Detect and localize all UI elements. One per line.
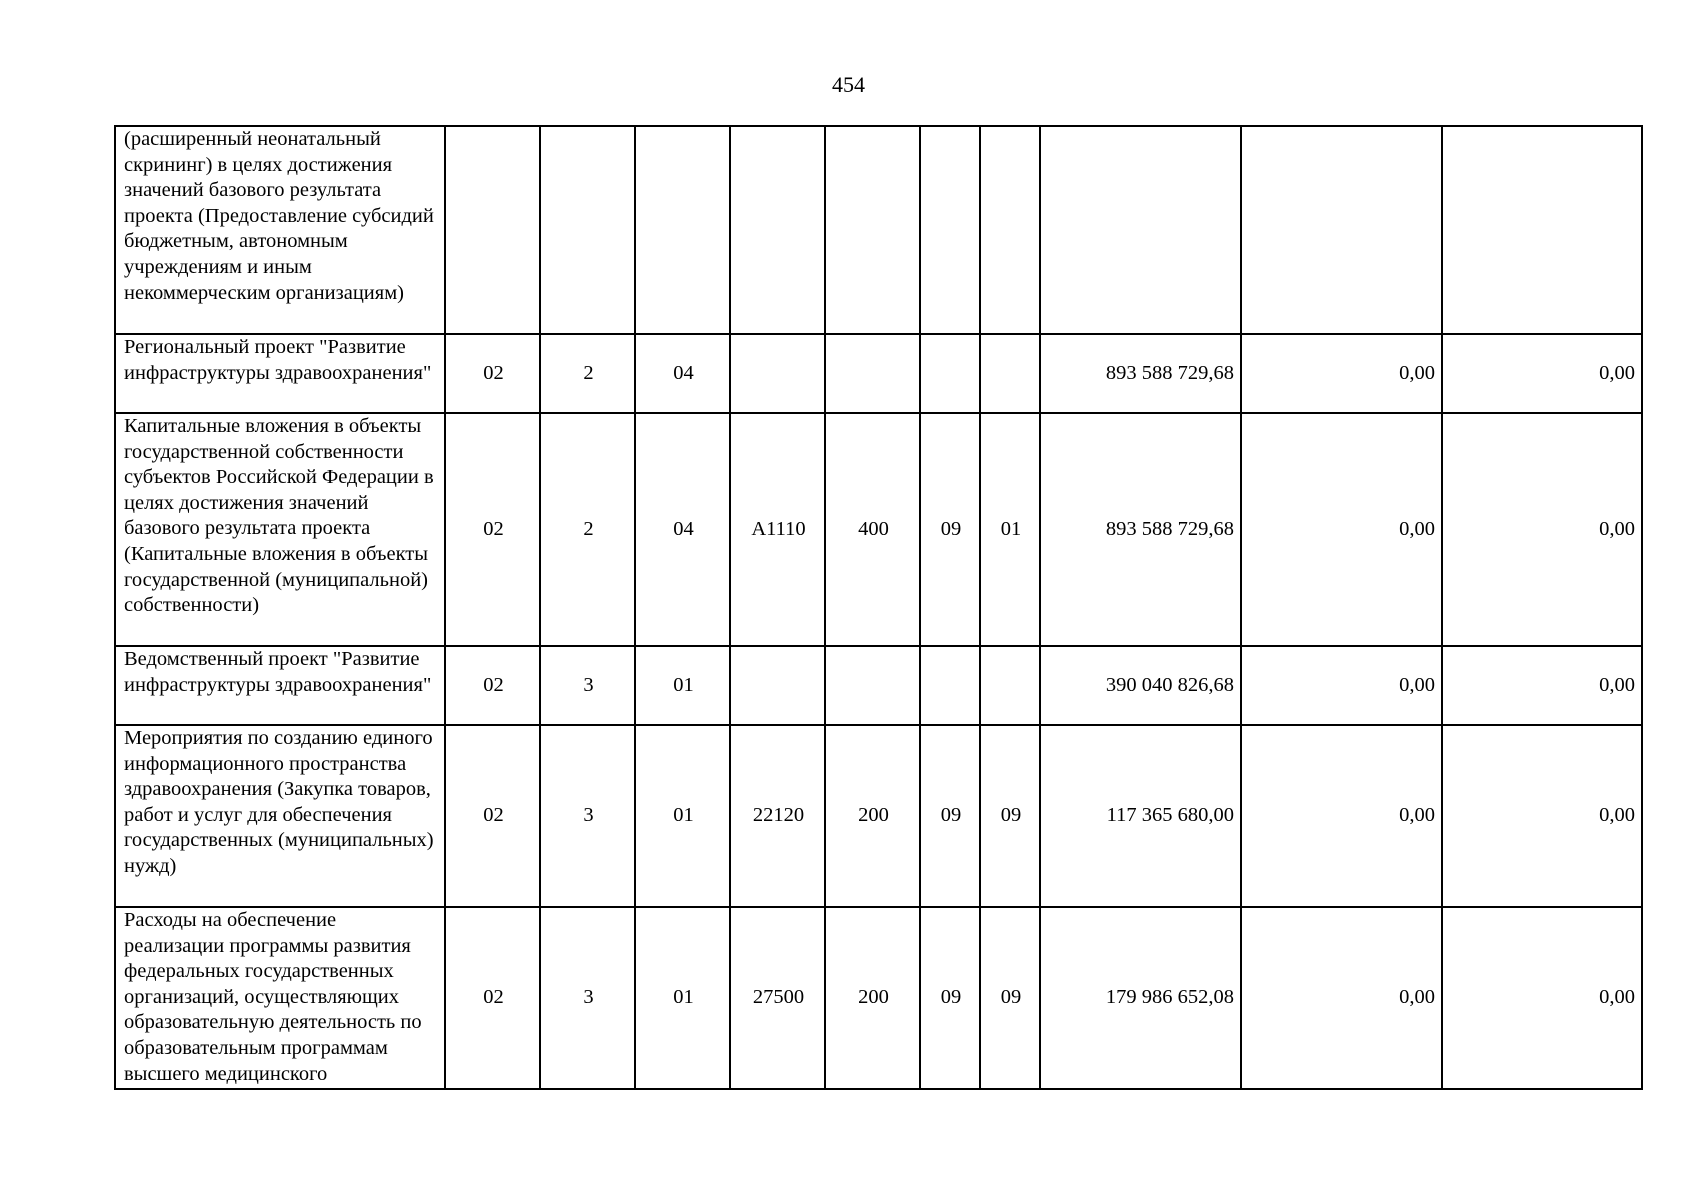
- cell-amount-3: 0,00: [1442, 725, 1642, 907]
- cell-expense-type: 200: [825, 907, 920, 1089]
- cell-direction: 27500: [730, 907, 825, 1089]
- cell-section: [920, 646, 980, 725]
- cell-amount-3: 0,00: [1442, 907, 1642, 1089]
- cell-program: 02: [445, 334, 540, 413]
- cell-subsection: 09: [980, 725, 1040, 907]
- cell-section: [920, 126, 980, 334]
- cell-subsection: 09: [980, 907, 1040, 1089]
- cell-project: 01: [635, 907, 730, 1089]
- cell-project: 04: [635, 334, 730, 413]
- table-row: [115, 646, 1642, 725]
- cell-expense-type: 200: [825, 725, 920, 907]
- cell-expense-type: [825, 126, 920, 334]
- cell-project: [635, 126, 730, 334]
- cell-amount-1: 390 040 826,68: [1040, 646, 1241, 725]
- cell-section: [920, 334, 980, 413]
- cell-subsection: [980, 646, 1040, 725]
- cell-subprogram: 3: [540, 725, 635, 907]
- cell-section: 09: [920, 725, 980, 907]
- cell-expense-type: 400: [825, 413, 920, 646]
- cell-program: 02: [445, 646, 540, 725]
- cell-expense-type: [825, 646, 920, 725]
- cell-amount-3: [1442, 126, 1642, 334]
- row-name: Мероприятия по созданию единого информационного пространства здравоохранения (Закупка товаров, работ и услуг для обеспечения государственных (муниципальных) нужд): [115, 725, 445, 907]
- cell-subprogram: 2: [540, 413, 635, 646]
- table-row: [115, 126, 1642, 334]
- cell-amount-3: 0,00: [1442, 646, 1642, 725]
- cell-subprogram: 3: [540, 646, 635, 725]
- cell-expense-type: [825, 334, 920, 413]
- cell-amount-2: 0,00: [1241, 413, 1442, 646]
- cell-amount-1: 179 986 652,08: [1040, 907, 1241, 1089]
- table-row: [115, 334, 1642, 413]
- cell-direction: [730, 334, 825, 413]
- cell-subprogram: [540, 126, 635, 334]
- row-name: Расходы на обеспечение реализации программы развития федеральных государственных организаций, осуществляющих образовательную деятельность по образовательным программам высшего медицинского: [115, 907, 445, 1089]
- cell-direction: [730, 126, 825, 334]
- table-row: [115, 725, 1642, 907]
- cell-direction: 22120: [730, 725, 825, 907]
- cell-section: 09: [920, 907, 980, 1089]
- cell-amount-1: 893 588 729,68: [1040, 413, 1241, 646]
- cell-amount-1: 117 365 680,00: [1040, 725, 1241, 907]
- cell-amount-2: [1241, 126, 1442, 334]
- cell-amount-1: [1040, 126, 1241, 334]
- page-number: 454: [832, 72, 865, 97]
- cell-amount-2: 0,00: [1241, 646, 1442, 725]
- row-name: Капитальные вложения в объекты государственной собственности субъектов Российской Федерации в целях достижения значений базового результата проекта (Капитальные вложения в объекты государственной (муниципальной) собственности): [115, 413, 445, 646]
- cell-program: [445, 126, 540, 334]
- cell-program: 02: [445, 907, 540, 1089]
- budget-table: [114, 125, 1643, 1090]
- cell-program: 02: [445, 413, 540, 646]
- cell-subsection: [980, 126, 1040, 334]
- cell-amount-1: 893 588 729,68: [1040, 334, 1241, 413]
- table-row: [115, 907, 1642, 1089]
- cell-amount-3: 0,00: [1442, 413, 1642, 646]
- cell-subsection: 01: [980, 413, 1040, 646]
- cell-direction: [730, 646, 825, 725]
- cell-direction: А1110: [730, 413, 825, 646]
- row-name: Региональный проект "Развитие инфраструктуры здравоохранения": [115, 334, 445, 413]
- cell-amount-3: 0,00: [1442, 334, 1642, 413]
- cell-subprogram: 2: [540, 334, 635, 413]
- table-row: [115, 413, 1642, 646]
- cell-program: 02: [445, 725, 540, 907]
- cell-section: 09: [920, 413, 980, 646]
- cell-project: 01: [635, 646, 730, 725]
- cell-amount-2: 0,00: [1241, 907, 1442, 1089]
- row-name: (расширенный неонатальный скрининг) в целях достижения значений базового результата проекта (Предоставление субсидий бюджетным, автономным учреждениям и иным некоммерческим организациям): [115, 126, 445, 334]
- cell-project: 04: [635, 413, 730, 646]
- cell-subsection: [980, 334, 1040, 413]
- cell-amount-2: 0,00: [1241, 334, 1442, 413]
- cell-subprogram: 3: [540, 907, 635, 1089]
- cell-amount-2: 0,00: [1241, 725, 1442, 907]
- row-name: Ведомственный проект "Развитие инфраструктуры здравоохранения": [115, 646, 445, 725]
- cell-project: 01: [635, 725, 730, 907]
